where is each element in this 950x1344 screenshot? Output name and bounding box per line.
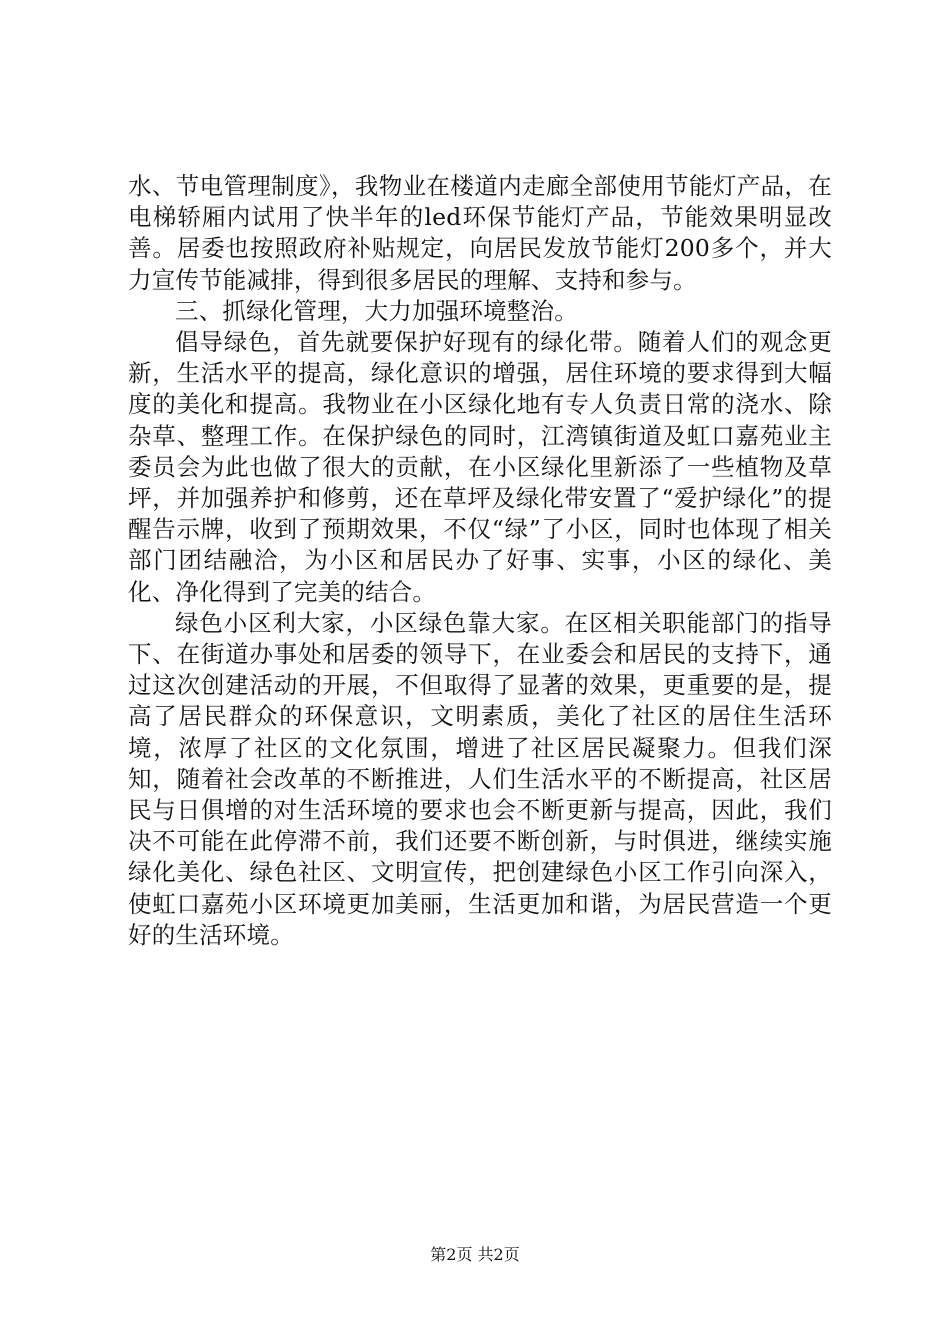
page-number-footer: 第2页 共2页 — [430, 1245, 520, 1264]
paragraph-conclusion: 绿色小区利大家，小区绿色靠大家。在区相关职能部门的指导下、在街道办事处和居委的领导下，在业委会和居民的支持下，通过这次创建活动的开展，不但取得了显著的效果，更重要的是，提高了居民群众的环保意识，文明素质，美化了社区的居住生活环境，浓厚了社区的文化氛围，增进了社区居民凝聚力。但我们深知，随着社会改革的不断推进，人们生活水平的不断提高，社区居民与日俱增的对生活环境的要求也会不断更新与提高，因此，我们决不可能在此停滞不前，我们还要不断创新，与时俱进，继续实施绿化美化、绿色社区、文明宣传，把创建绿色小区工作引向深入，使虹口嘉苑小区环境更加美丽，生活更加和谐，为居民营造一个更好的生活环境。 — [128, 608, 832, 949]
paragraph-energy-saving: 水、节电管理制度》，我物业在楼道内走廊全部使用节能灯产品，在电梯轿厢内试用了快半年的led环保节能灯产品，节能效果明显改善。居委也按照政府补贴规定，向居民发放节能灯200多个，并大力宣传节能减排，得到很多居民的理解、支持和参与。 — [128, 172, 832, 294]
section-heading-greening: 三、抓绿化管理，大力加强环境整治。 — [175, 296, 578, 325]
paragraph-greening: 倡导绿色，首先就要保护好现有的绿化带。随着人们的观念更新，生活水平的提高，绿化意识的增强，居住环境的要求得到大幅度的美化和提高。我物业在小区绿化地有专人负责日常的浇水、除杂草、整理工作。在保护绿色的同时，江湾镇街道及虹口嘉苑业主委员会为此也做了很大的贡献，在小区绿化里新添了一些植物及草坪，并加强养护和修剪，还在草坪及绿化带安置了“爱护绿化”的提醒告示牌，收到了预期效果，不仅“绿”了小区，同时也体现了相关部门团结融洽，为小区和居民办了好事、实事，小区的绿化、美化、净化得到了完美的结合。 — [128, 328, 832, 606]
document-body — [128, 171, 832, 951]
